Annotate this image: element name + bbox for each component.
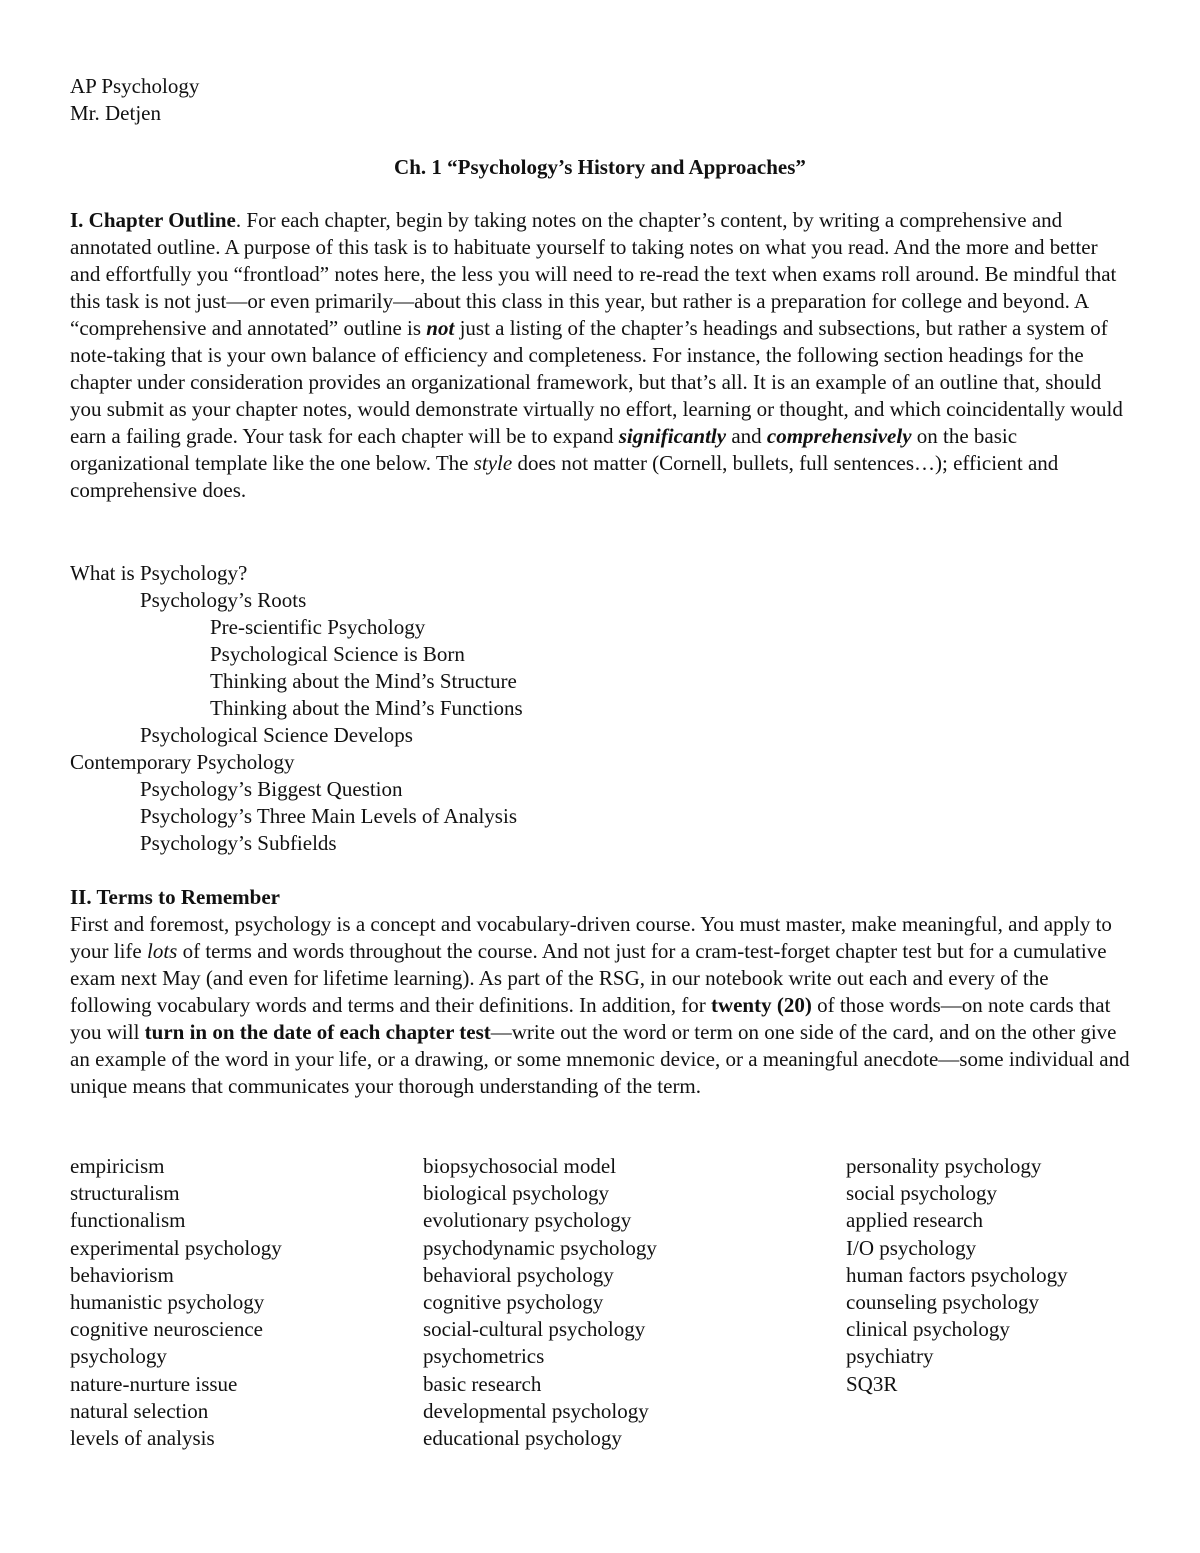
emphasis-style: style [473,451,513,475]
term-item: personality psychology [846,1154,1042,1178]
outline-item: Psychological Science is Born [210,642,465,666]
term-item: human factors psychology [846,1262,1068,1287]
term-item: counseling psychology [846,1289,1040,1314]
term-item: psychiatry [846,1344,934,1369]
terms-column-3 [846,1153,1068,1398]
section-terms-heading: II. Terms to Remember [70,885,280,909]
term-item: basic research [423,1371,542,1396]
term-item: developmental psychology [423,1398,649,1423]
term-item: clinical psychology [846,1317,1010,1342]
term-item: SQ3R [846,1371,898,1396]
term-item: functionalism [70,1208,186,1233]
teacher-name: Mr. Detjen [70,101,161,125]
term-item: educational psychology [423,1425,622,1450]
section-chapter-outline [70,207,1130,504]
term-item: empiricism [70,1154,165,1178]
document-header [70,73,199,127]
term-item: psychodynamic psychology [423,1235,657,1260]
outline-item: Contemporary Psychology [70,750,295,774]
term-item: behavioral psychology [423,1262,614,1287]
outline-item: Psychology’s Three Main Levels of Analysis [140,804,517,828]
outline-item: Psychology’s Roots [140,588,307,612]
paragraph-text: of those words—on note cards that you will [70,993,1111,1044]
paragraph-text: —write out the word or term on one side of the card, and on the other give an example of the word in your life, or a drawing, or some mnemonic device, or a meaningful anecdote—some individual and unique means that communicates your thorough understanding of the term. [70,1020,1130,1098]
term-item: psychometrics [423,1344,545,1369]
term-item: behaviorism [70,1262,174,1287]
outline-item: Psychological Science Develops [140,723,413,747]
course-name: AP Psychology [70,74,200,98]
emphasis-significantly: significantly [618,424,727,448]
outline-item: What is Psychology? [70,561,248,585]
term-item: I/O psychology [846,1235,977,1260]
term-item: cognitive neuroscience [70,1317,263,1342]
paragraph-text: does not matter (Cornell, bullets, full sentences…); efficient and comprehensive does. [70,451,1059,502]
outline-item: Pre-scientific Psychology [210,615,426,639]
paragraph-text: . For each chapter, begin by taking notes on the chapter’s content, by writing a comprehensive and annotated outline. A purpose of this task is to habituate yourself to taking notes on what you read. And the more and better and effortfully you “frontload” notes here, the less you will need to re-read the text when exams roll around. Be mindful that this task is not just—or even primarily—about this class in this year, but rather is a preparation for college and beyond. A “comprehensive and annotated” outline is [70,208,1117,340]
paragraph-text: on the basic organizational template like the one below. The [70,424,1018,475]
paragraph-text: just a listing of the chapter’s headings and subsections, but rather a system of note-taking that is your own balance of efficiency and completeness. For instance, the following section headings for the chapter under consideration provides an organizational framework, but that’s all. It is an example of an outline that, should you submit as your chapter notes, would demonstrate virtually no effort, learning or thought, and which coincidentally would earn a failing grade. Your task for each chapter will be to expand [70,316,1123,448]
section-terms [70,911,1130,1100]
outline-list [70,560,1070,857]
term-item: psychology [70,1344,167,1369]
outline-item: Psychology’s Subfields [140,831,337,855]
terms-paragraph [70,911,1130,1100]
term-item: social psychology [846,1181,998,1206]
section-label: I. Chapter Outline [70,208,236,232]
term-item: humanistic psychology [70,1289,265,1314]
term-item: nature-nurture issue [70,1371,238,1396]
outline-item: Thinking about the Mind’s Structure [210,669,517,693]
chapter-outline-paragraph [70,207,1130,504]
term-item: biopsychosocial model [423,1154,617,1178]
term-item: experimental psychology [70,1235,282,1260]
emphasis-comprehensively: comprehensively [766,424,912,448]
emphasis-turn-in: turn in on the date of each chapter test [144,1020,491,1044]
emphasis-not: not [426,316,455,340]
term-item: cognitive psychology [423,1289,604,1314]
emphasis-twenty: twenty (20) [710,993,812,1017]
term-item: social-cultural psychology [423,1317,646,1342]
outline-item: Psychology’s Biggest Question [140,777,403,801]
paragraph-text: of terms and words throughout the course. And not just for a cram-test-forget chapter test but for a cumulative exam next May (and even for lifetime learning). As part of the RSG, in our notebook write out each and every of the following vocabulary words and terms and their definitions. In addition, for [70,939,1107,1017]
term-item: evolutionary psychology [423,1208,632,1233]
outline-item: Thinking about the Mind’s Functions [210,696,523,720]
term-item: biological psychology [423,1181,610,1206]
page-title: Ch. 1 “Psychology’s History and Approaches” [394,155,806,179]
term-item: structuralism [70,1181,180,1206]
paragraph-text: and [726,424,767,448]
term-item: applied research [846,1208,984,1233]
terms-column-2 [423,1153,657,1452]
term-item: natural selection [70,1398,209,1423]
paragraph-text: First and foremost, psychology is a concept and vocabulary-driven course. You must master, make meaningful, and apply to your life [70,912,1112,963]
emphasis-lots: lots [146,939,178,963]
terms-column-1 [70,1153,282,1452]
term-item: levels of analysis [70,1425,215,1450]
